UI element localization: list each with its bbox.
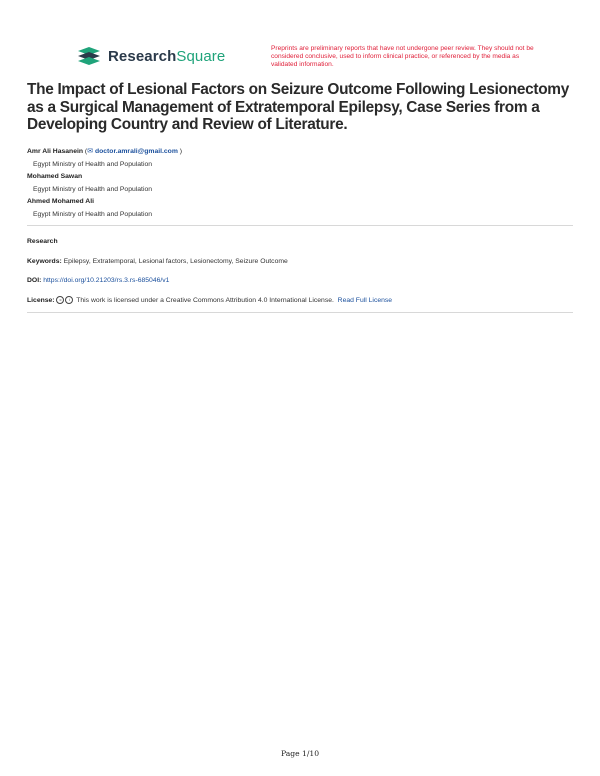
doi-label: DOI:	[27, 277, 42, 284]
research-square-logo-icon	[76, 46, 102, 66]
keywords-value: Epilepsy, Extratemporal, Lesional factors, Lesionectomy, Seizure Outcome	[63, 258, 288, 265]
email-paren: (	[84, 148, 88, 155]
divider	[27, 312, 573, 313]
page-number: Page 1/10	[280, 749, 320, 758]
author-list	[27, 146, 567, 221]
doi-link[interactable]: https://doi.org/10.21203/rs.3.rs-685046/v1	[43, 277, 170, 284]
cc-by-icon: i	[65, 296, 73, 304]
author-affiliation: Egypt Ministry of Health and Population	[33, 210, 153, 218]
research-square-logo[interactable]	[76, 46, 225, 66]
license-label: License:	[27, 296, 55, 304]
author-affiliation: Egypt Ministry of Health and Population	[33, 185, 153, 193]
logo-wordmark-light: Square	[176, 47, 226, 65]
email-paren-close: )	[177, 148, 183, 155]
author-name: Ahmed Mohamed Ali	[27, 198, 94, 205]
preprint-disclaimer: Preprints are preliminary reports that have not undergone peer review. They should not be considered conclusive, used to inform clinical practice, or referenced by the media as validated information.	[271, 45, 534, 68]
logo-wordmark: ResearchSquare	[108, 47, 226, 65]
cc-icon: c	[56, 296, 64, 304]
read-full-license-link[interactable]: Read Full License	[337, 296, 393, 304]
author-entry	[27, 146, 567, 159]
paper-title: The Impact of Lesional Factors on Seizure Outcome Following Lesionectomy as a Surgical Management of Extratemporal Epilepsy, Case Series from a Developing Country and Review of Literature.	[27, 81, 569, 134]
author-email-link[interactable]: doctor.amrali@gmail.com	[94, 148, 178, 155]
keywords-label: Keywords:	[27, 258, 62, 265]
email-icon: ✉	[87, 148, 94, 155]
license-text: This work is licensed under a Creative Commons Attribution 4.0 International License.	[76, 296, 334, 304]
author-name: Amr Ali Hasanein	[27, 148, 84, 155]
keywords-row	[27, 258, 288, 265]
license-row	[27, 296, 392, 304]
article-type	[27, 238, 58, 245]
author-affiliation: Egypt Ministry of Health and Population	[33, 160, 153, 168]
divider	[27, 225, 573, 226]
article-type-label: Research	[27, 238, 58, 245]
doi-row	[27, 277, 169, 284]
author-name: Mohamed Sawan	[27, 173, 83, 180]
